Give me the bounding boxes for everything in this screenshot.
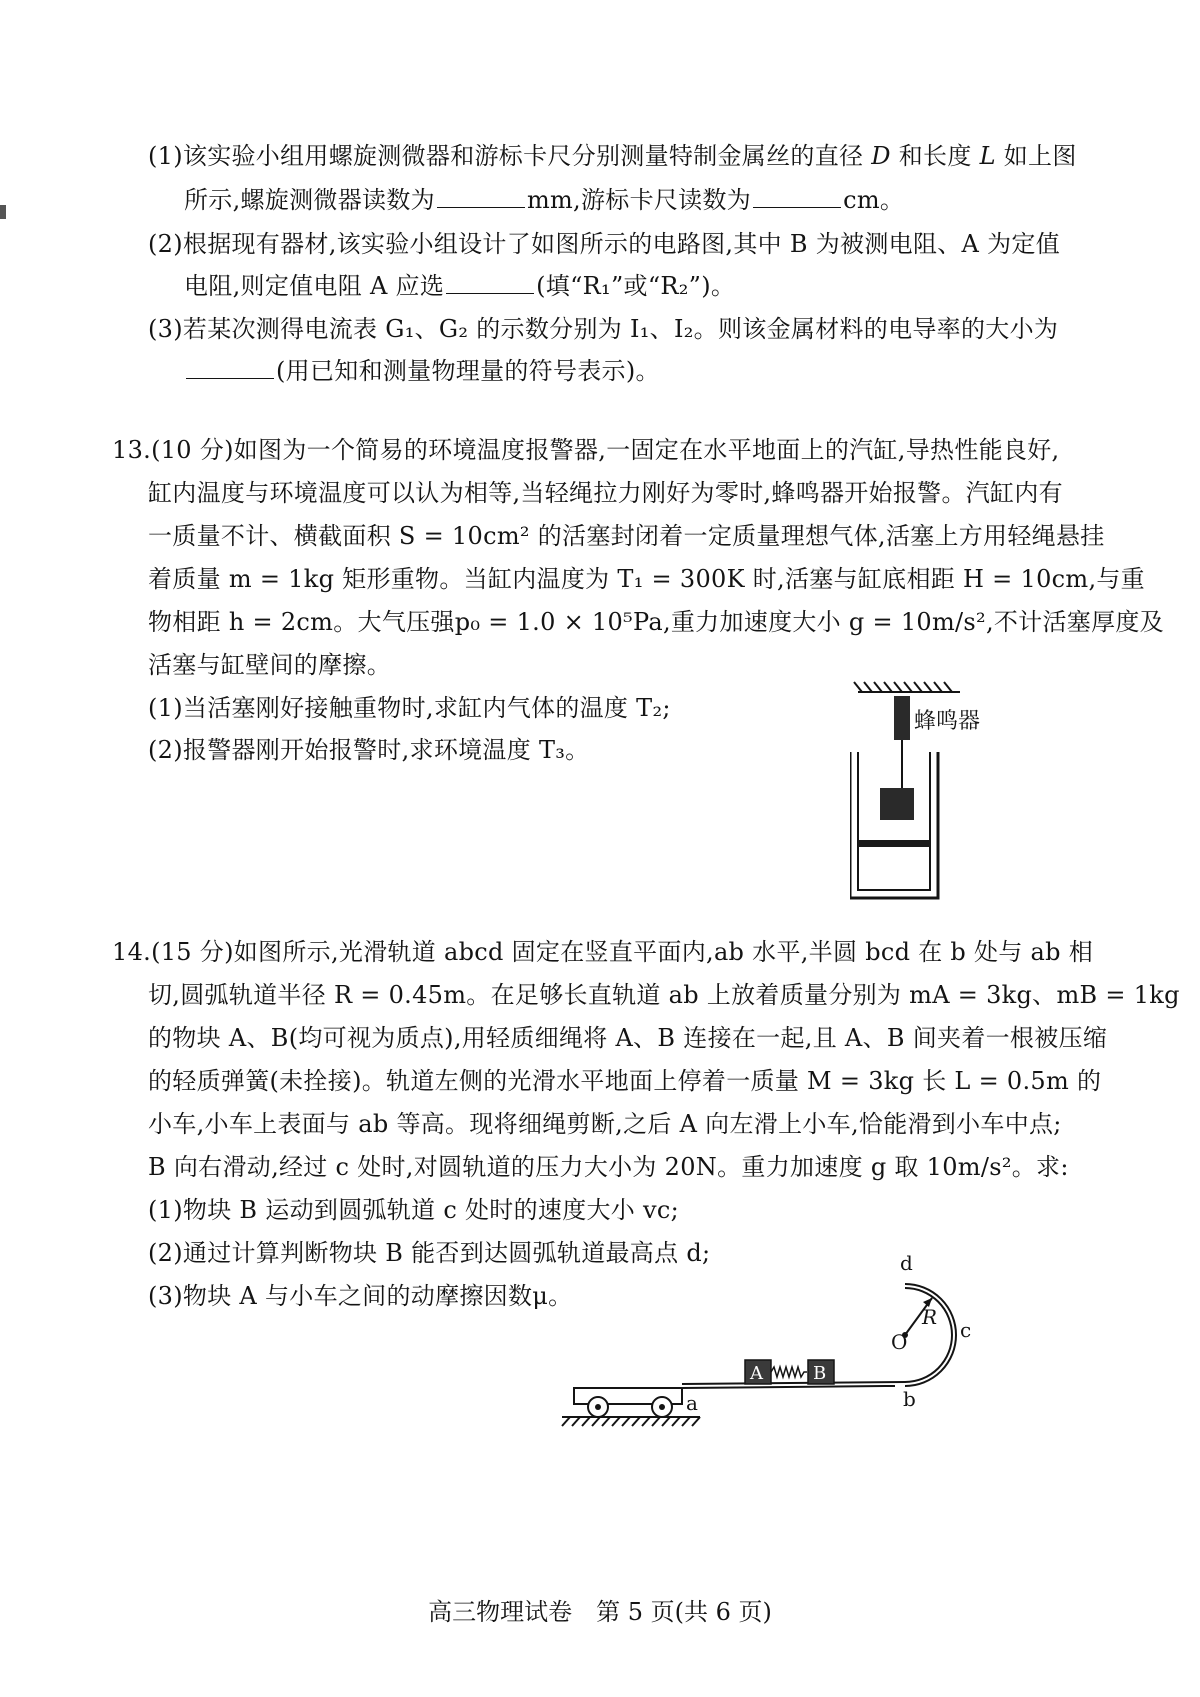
label-B: B — [813, 1363, 827, 1384]
answer-blank-micrometer[interactable] — [437, 187, 525, 208]
q12-p2-text-b: 电阻,则定值电阻 A 应选 — [184, 272, 445, 300]
ground-hatch — [562, 1417, 700, 1426]
weight-block — [880, 788, 914, 820]
q12-p1-text-f: cm。 — [843, 186, 905, 214]
q14-sub3: (3)物块 A 与小车之间的动摩擦因数μ。 — [148, 1282, 573, 1310]
q12-p1-symbol-L: L — [979, 142, 996, 170]
q12-p1-text-e: mm,游标卡尺读数为 — [526, 186, 752, 214]
q12-p1-text-c: 如上图 — [1003, 142, 1077, 170]
answer-blank-caliper[interactable] — [753, 187, 841, 208]
page-edge-mark — [0, 205, 6, 219]
q12-part2-line1: (2)根据现有器材,该实验小组设计了如图所示的电路图,其中 B 为被测电阻、A 为定值 — [148, 230, 1061, 258]
q12-p1-text-d: 所示,螺旋测微器读数为 — [184, 186, 435, 214]
piston — [858, 840, 930, 847]
answer-blank-conductivity[interactable] — [186, 358, 274, 379]
label-R: R — [922, 1305, 938, 1329]
label-b: b — [903, 1387, 916, 1411]
q12-p1-text-a: (1)该实验小组用螺旋测微器和游标卡尺分别测量特制金属丝的直径 — [148, 142, 864, 170]
q13-line1: 13.(10 分)如图为一个简易的环境温度报警器,一固定在水平地面上的汽缸,导热性能良好, — [112, 436, 1060, 464]
q13-line4: 着质量 m = 1kg 矩形重物。当缸内温度为 T₁ = 300K 时,活塞与缸底相距 H = 10cm,与重 — [148, 565, 1145, 593]
q14-sub1: (1)物块 B 运动到圆弧轨道 c 处时的速度大小 vc; — [148, 1196, 680, 1224]
q12-part1-line1 — [148, 136, 1077, 171]
q12-part2-line2 — [184, 266, 735, 301]
q14-line1: 14.(15 分)如图所示,光滑轨道 abcd 固定在竖直平面内,ab 水平,半圆 bcd 在 b 处与 ab 相 — [112, 938, 1094, 966]
q14-line5: 小车,小车上表面与 ab 等高。现将细绳剪断,之后 A 向左滑上小车,恰能滑到小车中点; — [148, 1110, 1062, 1138]
buzzer-block — [894, 696, 910, 740]
q13-sub1: (1)当活塞刚好接触重物时,求缸内气体的温度 T₂; — [148, 694, 671, 722]
q12-p2-text-c: (填“R₁”或“R₂”)。 — [536, 272, 736, 300]
label-O: O — [891, 1330, 908, 1354]
cart-axle-right — [659, 1404, 665, 1410]
label-d: d — [900, 1251, 913, 1275]
q14-line6: B 向右滑动,经过 c 处时,对圆轨道的压力大小为 20N。重力加速度 g 取 10m/s²。求: — [148, 1153, 1069, 1181]
q14-track-figure — [560, 1250, 1020, 1430]
label-c: c — [960, 1318, 972, 1342]
cylinder-inner-wall — [858, 752, 930, 890]
q12-p1-symbol-D: D — [871, 142, 891, 170]
compressed-spring — [771, 1367, 807, 1377]
q13-cylinder-figure — [850, 680, 1000, 905]
answer-blank-resistor[interactable] — [446, 273, 534, 294]
ceiling-hatch — [854, 682, 960, 692]
q13-sub2: (2)报警器刚开始报警时,求环境温度 T₃。 — [148, 736, 590, 764]
q14-line3: 的物块 A、B(均可视为质点),用轻质细绳将 A、B 连接在一起,且 A、B 间夹着一根被压缩 — [148, 1024, 1108, 1052]
q12-part3-line1: (3)若某次测得电流表 G₁、G₂ 的示数分别为 I₁、I₂。则该金属材料的电导率的大小为 — [148, 315, 1059, 343]
page-footer: 高三物理试卷 第 5 页(共 6 页) — [428, 1598, 772, 1626]
q13-line2: 缸内温度与环境温度可以认为相等,当轻绳拉力刚好为零时,蜂鸣器开始报警。汽缸内有 — [148, 479, 1063, 507]
q14-sub2: (2)通过计算判断物块 B 能否到达圆弧轨道最高点 d; — [148, 1239, 711, 1267]
q12-part3-line2 — [184, 351, 660, 386]
cylinder-outer-wall — [850, 752, 938, 898]
track-ab — [682, 1386, 895, 1388]
label-a: a — [686, 1391, 698, 1415]
q14-line2: 切,圆弧轨道半径 R = 0.45m。在足够长直轨道 ab 上放着质量分别为 mA = 3kg、mB = 1kg — [148, 981, 1180, 1009]
q13-line6: 活塞与缸壁间的摩擦。 — [148, 651, 391, 679]
track-ab-top — [682, 1382, 905, 1384]
q13-line5: 物相距 h = 2cm。大气压强p₀ = 1.0 × 10⁵Pa,重力加速度大小 g = 10m/s²,不计活塞厚度及 — [148, 608, 1164, 636]
q13-line3: 一质量不计、横截面积 S = 10cm² 的活塞封闭着一定质量理想气体,活塞上方用轻绳悬挂 — [148, 522, 1105, 550]
cart-axle-left — [595, 1404, 601, 1410]
buzzer-label: 蜂鸣器 — [914, 709, 981, 734]
q12-p1-text-b: 和长度 — [898, 142, 972, 170]
q12-p3-text-b: (用已知和测量物理量的符号表示)。 — [276, 357, 660, 385]
label-A: A — [750, 1363, 763, 1384]
q14-line4: 的轻质弹簧(未拴接)。轨道左侧的光滑水平地面上停着一质量 M = 3kg 长 L = 0.5m 的 — [148, 1067, 1102, 1095]
q12-part1-line2 — [184, 180, 904, 215]
